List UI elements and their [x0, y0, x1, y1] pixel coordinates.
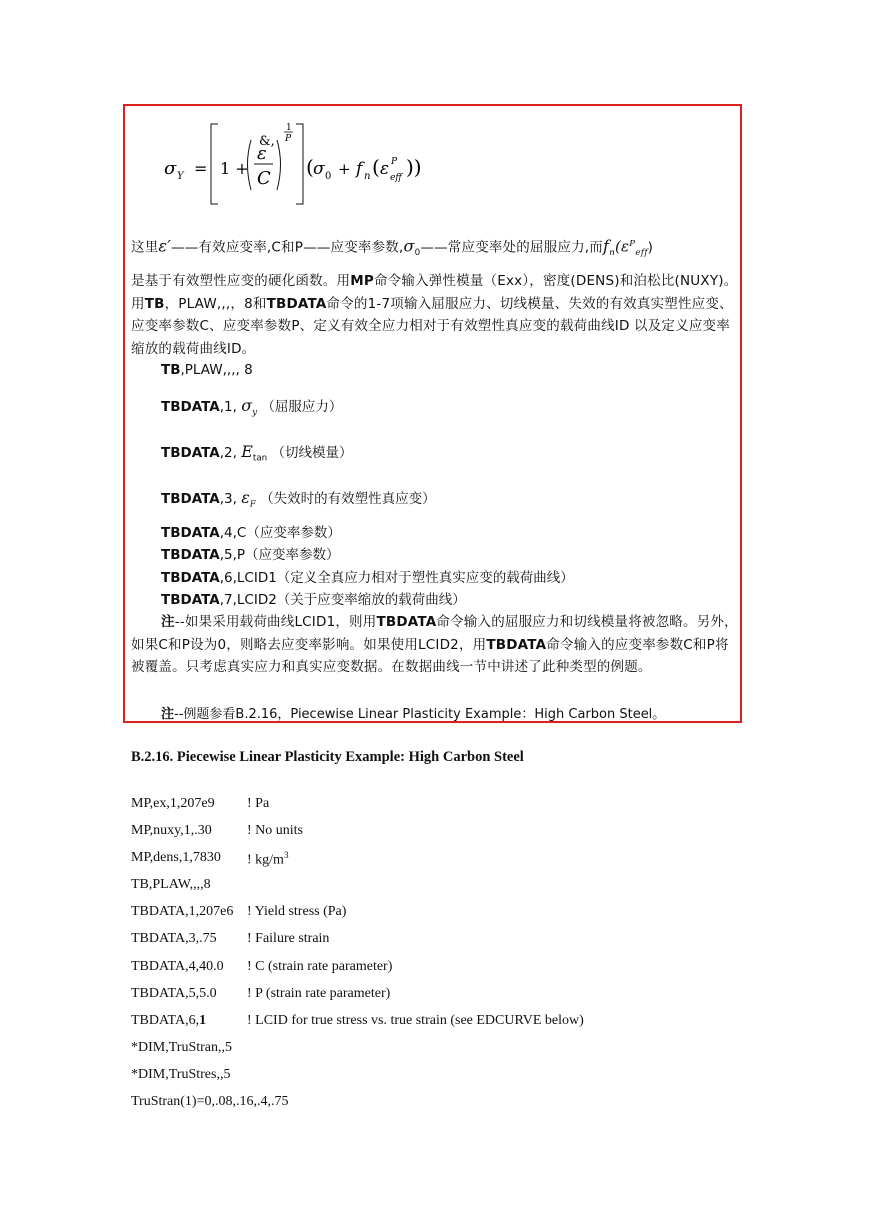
tbdata-row-1: TBDATA,1, $\sigma_y$ （屈服应力） — [161, 396, 343, 418]
code-line: TBDATA,4,40.0 ! C (strain rate parameter) — [131, 959, 393, 974]
tbdata-row-2: TBDATA,2, $E_{tan}$ （切线模量） — [161, 442, 353, 464]
note-2: 注--例题参看B.2.16，Piecewise Linear Plasticity Example：High Carbon Steel。 — [161, 707, 666, 722]
formula-sub-eff: eff — [390, 173, 402, 183]
code-line: TruStran(1)=0,.08,.16,.4,.75 — [131, 1094, 289, 1109]
tbdata-row-6: TBDATA,6,LCID1（定义全真应力相对于塑性真实应变的载荷曲线） — [161, 570, 574, 586]
bracket-right — [296, 124, 303, 204]
code-line: *DIM,TruStres,,5 — [131, 1067, 231, 1082]
yield-formula — [160, 118, 460, 213]
formula-one-plus: 1 + — [220, 159, 249, 178]
tbdata-row-7: TBDATA,7,LCID2（关于应变率缩放的载荷曲线） — [161, 592, 466, 608]
formula-eps-eff: ε — [380, 159, 390, 179]
para-description: 是基于有效塑性应变的硬化函数。用MP命令输入弹性模量（Exx），密度(DENS)和泊松比(NUXY)。用TB，PLAW,,,，8和TBDATA命令的1-7项输入屈服应力、切线模量、失效的有效真实塑性应变、应变率参数C、应变率参数P、定义有效全应力相对于有效塑性真应变的载荷曲线ID 以及定义应变率缩放的载荷曲线ID。 — [131, 273, 738, 357]
formula-eps-dot: &, — [259, 134, 275, 149]
code-line: MP,dens,1,7830 ! $kg/m^3$ — [131, 850, 289, 868]
formula-sub-y: Y — [177, 171, 184, 182]
bracket-left — [211, 124, 218, 204]
inner-open-paren: ( — [372, 155, 380, 179]
tbdata-row-3: TBDATA,3, $\varepsilon_F$ （失效时的有效塑性真应变） — [161, 488, 436, 510]
formula-sup-p: P — [391, 157, 398, 167]
code-line: TB,PLAW,,,,8 — [131, 877, 211, 892]
formula-equals: = — [194, 159, 208, 178]
formula-f: f — [356, 159, 363, 179]
formula-sigma0: σ — [313, 159, 325, 179]
close-parens: )) — [406, 155, 422, 179]
tb-line: TB,PLAW,,,, 8 — [161, 362, 253, 378]
tbdata-row-5: TBDATA,5,P（应变率参数） — [161, 547, 340, 563]
code-line: TBDATA,1,207e6 ! Yield stress (Pa) — [131, 904, 347, 919]
formula-sub0: 0 — [325, 171, 332, 182]
para-definitions: 这里ε′——有效应变率,C和P——应变率参数$,\sigma_0——$常应变率处的屈服应力,而$f_n(\varepsilon^P_{eff})$ — [131, 236, 654, 259]
code-line: *DIM,TruStran,,5 — [131, 1040, 232, 1055]
exp-den: P — [285, 134, 292, 144]
code-line: MP,nuxy,1,.30 ! No units — [131, 823, 303, 838]
open-paren: ( — [306, 155, 314, 179]
code-line: TBDATA,5,5.0 ! P (strain rate parameter) — [131, 986, 391, 1001]
exp-num: 1 — [286, 123, 292, 133]
formula-plus: + — [338, 160, 351, 178]
code-line: TBDATA,3,.75 ! Failure strain — [131, 931, 330, 946]
paren-right — [277, 140, 281, 190]
formula-sigma: σ — [164, 158, 177, 179]
code-line: TBDATA,6,1 ! LCID for true stress vs. true strain (see EDCURVE below) — [131, 1013, 584, 1028]
code-line: MP,ex,1,207e9 ! Pa — [131, 796, 270, 811]
section-heading: B.2.16. Piecewise Linear Plasticity Example: High Carbon Steel — [131, 749, 524, 765]
note-1: 注--如果采用载荷曲线LCID1，则用TBDATA命令输入的屈服应力和切线模量将被忽略。另外，如果C和P设为0，则略去应变率影响。如果使用LCID2，用TBDATA命令输入的应变率参数C和P将被覆盖。只考虑真实应力和真实应变数据。在数据曲线一节中讲述了此种类型的例题。 — [131, 614, 738, 675]
formula-c: C — [257, 168, 271, 189]
tbdata-row-4: TBDATA,4,C（应变率参数） — [161, 525, 341, 541]
formula-eps: ε — [257, 143, 267, 164]
formula-sub-n: n — [364, 171, 371, 182]
